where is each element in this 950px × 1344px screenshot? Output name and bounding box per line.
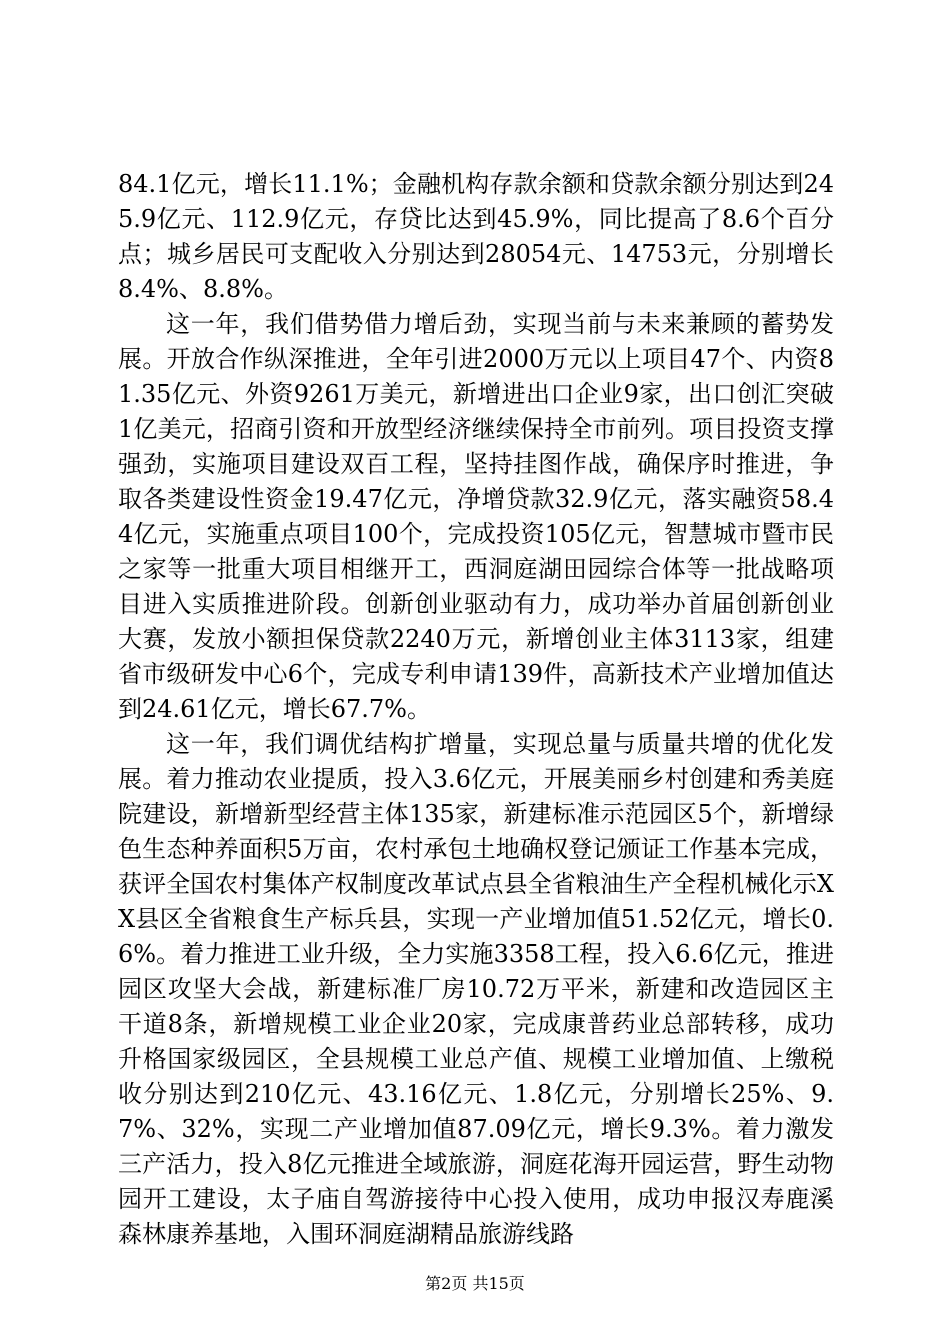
paragraph-3: 这一年，我们调优结构扩增量，实现总量与质量共增的优化发展。着力推动农业提质，投入3.6亿元，开展美丽乡村创建和秀美庭院建设，新增新型经营主体135家，新建标准示范园区5个，新增绿色生态种养面积5万亩，农村承包土地确权登记颁证工作基本完成，获评全国农村集体产权制度改革试点县全省粮油生产全程机械化示XX县区全省粮食生产标兵县，实现一产业增加值51.52亿元，增长0.6%。着力推进工业升级，全力实施3358工程，投入6.6亿元，推进园区攻坚大会战，新建标准厂房10.72万平米，新建和改造园区主干道8条，新增规模工业企业20家，完成康普药业总部转移，成功升格国家级园区，全县规模工业总产值、规模工业增加值、上缴税收分别达到210亿元、43.16亿元、1.8亿元，分别增长25%、9.7%、32%，实现二产业增加值87.09亿元，增长9.3%。着力激发三产活力，投入8亿元推进全域旅游，洞庭花海开园运营，野生动物园开工建设，太子庙自驾游接待中心投入使用，成功申报汉寿鹿溪森林康养基地，入围环洞庭湖精品旅游线路: [118, 730, 834, 1248]
paragraph-1: 84.1亿元，增长11.1%；金融机构存款余额和贷款余额分别达到245.9亿元、112.9亿元，存贷比达到45.9%，同比提高了8.6个百分点；城乡居民可支配收入分别达到28054元、14753元，分别增长8.4%、8.8%。: [118, 170, 834, 303]
paragraph-2: 这一年，我们借势借力增后劲，实现当前与未来兼顾的蓄势发展。开放合作纵深推进，全年引进2000万元以上项目47个、内资81.35亿元、外资9261万美元，新增进出口企业9家，出口创汇突破1亿美元，招商引资和开放型经济继续保持全市前列。项目投资支撑强劲，实施项目建设双百工程，坚持挂图作战，确保序时推进，争取各类建设性资金19.47亿元，净增贷款32.9亿元，落实融资58.44亿元，实施重点项目100个，完成投资105亿元，智慧城市暨市民之家等一批重大项目相继开工，西洞庭湖田园综合体等一批战略项目进入实质推进阶段。创新创业驱动有力，成功举办首届创新创业大赛，发放小额担保贷款2240万元，新增创业主体3113家，组建省市级研发中心6个，完成专利申请139件，高新技术产业增加值达到24.61亿元，增长67.7%。: [118, 310, 834, 723]
page-footer: 第2页 共15页: [425, 1274, 525, 1293]
body-text: [118, 167, 834, 1252]
